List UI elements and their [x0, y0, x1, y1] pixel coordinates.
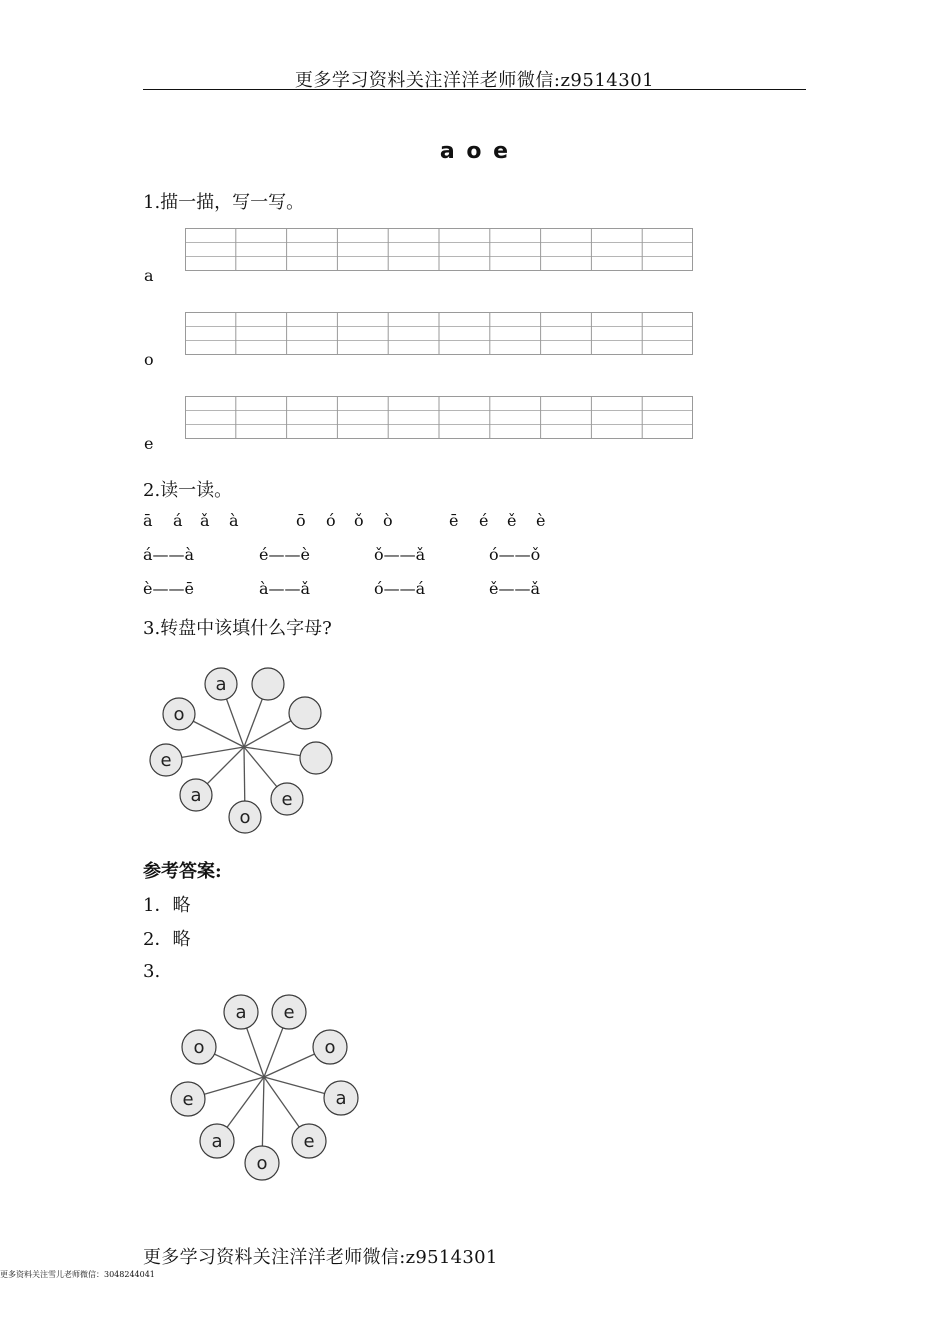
wheel-letter: o [256, 1153, 268, 1174]
tone-mark: è [536, 511, 546, 530]
tone-mark: ě [507, 511, 517, 530]
tone-mark: é [479, 511, 489, 530]
tone-mark: ó [326, 511, 336, 530]
wheel-node [171, 1082, 205, 1116]
answer-2: 2．略 [143, 929, 191, 950]
wheel-node [200, 1124, 234, 1158]
wheel-node [272, 995, 306, 1029]
answer-3: 3. [143, 961, 161, 982]
tone-pair: à——ǎ [259, 579, 311, 598]
tone-mark: ē [449, 511, 459, 530]
wheel-letter: a [190, 785, 202, 806]
wheel-node [182, 1030, 216, 1064]
writing-letter-o: o [144, 350, 154, 369]
header-rule [143, 89, 806, 90]
wheel-node [205, 668, 237, 700]
wheel-node [292, 1124, 326, 1158]
writing-letter-e: e [144, 434, 154, 453]
wheel-node [229, 801, 261, 833]
letter-wheel-question [148, 660, 348, 840]
tone-mark: ā [143, 511, 153, 530]
wheel-letter: e [303, 1131, 315, 1152]
answers-title: 参考答案: [143, 861, 222, 882]
tone-pair: ě——ǎ [489, 579, 541, 598]
wheel-letter: o [173, 704, 185, 725]
writing-letter-a: a [144, 266, 154, 285]
tone-mark: ǎ [200, 511, 210, 530]
tone-pair: á——à [143, 545, 195, 564]
footer-small-note: 更多资料关注雪儿老师微信：3048244041 [0, 1270, 155, 1279]
wheel-node [300, 742, 332, 774]
wheel-letter: e [182, 1089, 194, 1110]
tone-pair: ó——á [374, 579, 426, 598]
wheel-letter: e [160, 750, 172, 771]
tone-mark: ō [296, 511, 306, 530]
wheel-node [150, 744, 182, 776]
tone-pair: ǒ——ǎ [374, 545, 426, 564]
wheel-letter: a [215, 674, 227, 695]
wheel-letter: e [281, 789, 293, 810]
wheel-letter: a [211, 1131, 223, 1152]
wheel-node [163, 698, 195, 730]
wheel-letter: e [283, 1002, 295, 1023]
wheel-node [289, 697, 321, 729]
page-header: 更多学习资料关注洋洋老师微信:z9514301 [294, 70, 655, 91]
wheel-node [313, 1030, 347, 1064]
page-footer: 更多学习资料关注洋洋老师微信:z9514301 [143, 1247, 498, 1268]
wheel-node [180, 779, 212, 811]
wheel-letter: o [193, 1037, 205, 1058]
writing-grid-o [185, 312, 693, 355]
question-1-label: 1.描一描，写一写。 [143, 192, 305, 213]
question-2-label: 2.读一读。 [143, 480, 233, 501]
tone-mark: à [229, 511, 239, 530]
tone-mark: ǒ [354, 511, 364, 530]
question-3-label: 3.转盘中该填什么字母? [143, 618, 332, 639]
tone-pair: ó——ǒ [489, 545, 541, 564]
wheel-node [224, 995, 258, 1029]
wheel-letter: o [324, 1037, 336, 1058]
wheel-node [324, 1081, 358, 1115]
letter-wheel-answer [148, 990, 363, 1185]
tone-mark: ò [383, 511, 393, 530]
writing-grid-a [185, 228, 693, 271]
tone-mark: á [173, 511, 183, 530]
tone-pair: è——ē [143, 579, 194, 598]
wheel-node [252, 668, 284, 700]
wheel-node [245, 1146, 279, 1180]
answer-1: 1．略 [143, 895, 191, 916]
wheel-letter: a [335, 1088, 347, 1109]
wheel-node [271, 783, 303, 815]
tone-pair: é——è [259, 545, 310, 564]
wheel-letter: o [239, 807, 251, 828]
page-title: a o e [439, 139, 511, 164]
wheel-letter: a [235, 1002, 247, 1023]
writing-grid-e [185, 396, 693, 439]
